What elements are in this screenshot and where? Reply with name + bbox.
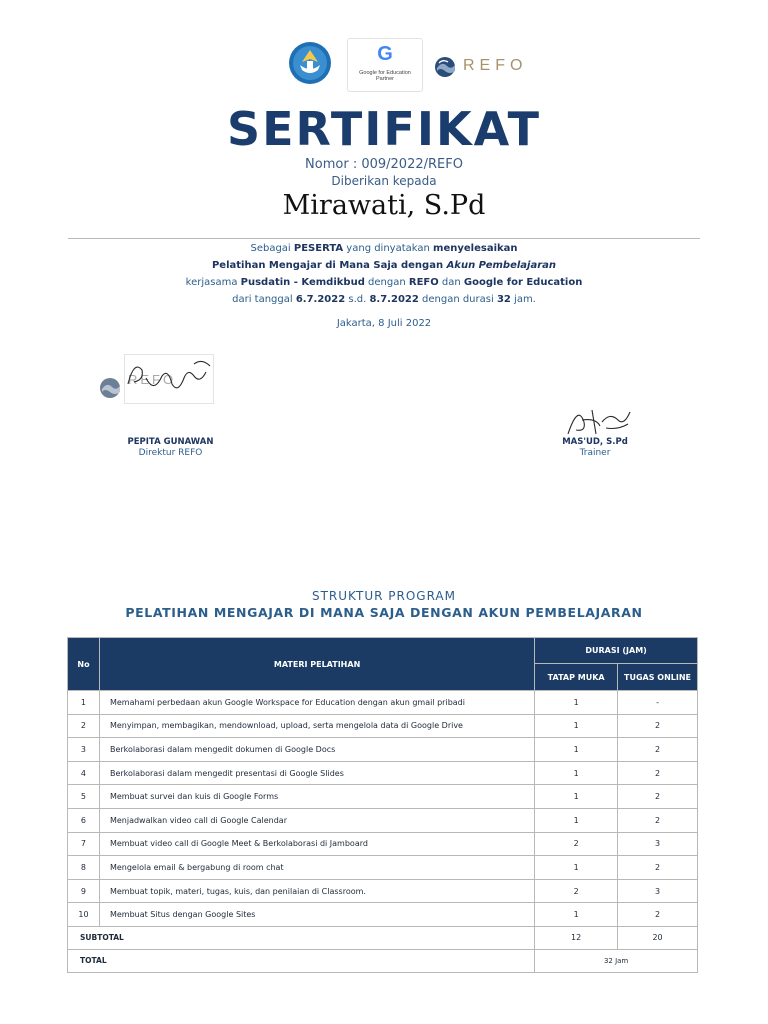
- statement-line-2: Pelatihan Mengajar di Mana Saja dengan Akun Pembelajaran: [211, 260, 557, 271]
- signatory-2-name: MAS'UD, S.Pd: [562, 437, 628, 447]
- row-materi: Membuat survei dan kuis di Google Forms: [99, 785, 534, 809]
- row-tatap-muka: 1: [535, 738, 618, 762]
- row-number: 3: [68, 738, 100, 762]
- statement-line-3: kerjasama Pusdatin - Kemdikbud dengan REFO dan Google for Education: [185, 277, 583, 288]
- row-tugas-online: 2: [618, 808, 698, 832]
- row-tugas-online: -: [618, 691, 698, 715]
- row-tugas-online: 2: [618, 761, 698, 785]
- header-durasi: DURASI (JAM): [535, 638, 698, 664]
- row-materi: Mengelola email & bergabung di room chat: [99, 856, 534, 880]
- kemdikbud-logo: [288, 41, 332, 85]
- table-row: [68, 714, 698, 738]
- signature-pepita: REFO: [98, 352, 218, 407]
- row-tatap-muka: 1: [535, 903, 618, 927]
- signatory-2-role: Trainer: [579, 448, 611, 458]
- logo-bar: G Google for Education Partner REFO: [0, 38, 768, 94]
- row-materi: Membuat video call di Google Meet & Berkolaborasi di Jamboard: [99, 832, 534, 856]
- refo-wave-icon: [433, 54, 459, 78]
- given-to-label: Diberikan kepada: [331, 174, 437, 188]
- recipient-name: Mirawati, S.Pd: [282, 190, 486, 221]
- row-number: 8: [68, 856, 100, 880]
- total-label: TOTAL: [68, 949, 535, 972]
- row-number: 10: [68, 903, 100, 927]
- row-tugas-online: 3: [618, 879, 698, 903]
- header-no: No: [68, 638, 100, 691]
- total-value: 32 Jam: [535, 949, 698, 972]
- statement-line-4: dari tanggal 6.7.2022 s.d. 8.7.2022 dengan durasi 32 jam.: [232, 294, 536, 305]
- row-materi: Memahami perbedaan akun Google Workspace for Education dengan akun gmail pribadi: [99, 691, 534, 715]
- row-number: 2: [68, 714, 100, 738]
- row-tugas-online: 2: [618, 903, 698, 927]
- row-tatap-muka: 1: [535, 808, 618, 832]
- row-materi: Berkolaborasi dalam mengedit presentasi di Google Slides: [99, 761, 534, 785]
- header-tugas-online: TUGAS ONLINE: [618, 664, 698, 691]
- row-tatap-muka: 1: [535, 785, 618, 809]
- subtotal-online: 20: [618, 926, 698, 949]
- row-number: 1: [68, 691, 100, 715]
- signatory-1-role: Direktur REFO: [138, 448, 203, 458]
- row-tugas-online: 2: [618, 714, 698, 738]
- certificate-statement: [0, 240, 768, 308]
- row-materi: Menjadwalkan video call di Google Calendar: [99, 808, 534, 832]
- program-subheading: PELATIHAN MENGAJAR DI MANA SAJA DENGAN AKUN PEMBELAJARAN: [125, 605, 643, 620]
- row-materi: Membuat topik, materi, tugas, kuis, dan penilaian di Classroom.: [99, 879, 534, 903]
- row-materi: Membuat Situs dengan Google Sites: [99, 903, 534, 927]
- table-row: [68, 785, 698, 809]
- row-tugas-online: 2: [618, 738, 698, 762]
- table-row: [68, 879, 698, 903]
- table-row: [68, 691, 698, 715]
- row-number: 4: [68, 761, 100, 785]
- row-number: 7: [68, 832, 100, 856]
- program-table-body: [68, 691, 698, 927]
- row-tatap-muka: 1: [535, 761, 618, 785]
- row-materi: Menyimpan, membagikan, mendownload, upload, serta mengelola data di Google Drive: [99, 714, 534, 738]
- google-for-education-logo: G Google for Education Partner: [347, 38, 423, 92]
- table-row: [68, 761, 698, 785]
- program-table: [67, 637, 698, 973]
- row-tatap-muka: 1: [535, 856, 618, 880]
- signatory-1-name: PEPITA GUNAWAN: [127, 437, 214, 447]
- google-g-icon: G: [377, 43, 393, 65]
- row-tugas-online: 3: [618, 832, 698, 856]
- row-tatap-muka: 1: [535, 691, 618, 715]
- row-tatap-muka: 2: [535, 879, 618, 903]
- certificate-number: Nomor : 009/2022/REFO: [305, 157, 463, 172]
- statement-line-1: Sebagai PESERTA yang dinyatakan menyelesaikan: [250, 243, 518, 254]
- handwritten-signature: [124, 354, 216, 404]
- program-heading: STRUKTUR PROGRAM: [311, 589, 456, 603]
- header-tatap-muka: TATAP MUKA: [535, 664, 618, 691]
- table-row: [68, 856, 698, 880]
- row-tugas-online: 2: [618, 785, 698, 809]
- signature-masud: [562, 400, 634, 440]
- certificate-title: SERTIFIKAT: [227, 102, 541, 156]
- row-number: 5: [68, 785, 100, 809]
- refo-stamp-icon: [98, 374, 124, 400]
- row-tatap-muka: 1: [535, 714, 618, 738]
- divider: [68, 238, 700, 239]
- table-row: [68, 808, 698, 832]
- place-date: Jakarta, 8 Juli 2022: [336, 318, 432, 329]
- row-tatap-muka: 2: [535, 832, 618, 856]
- row-number: 9: [68, 879, 100, 903]
- table-row: [68, 738, 698, 762]
- row-materi: Berkolaborasi dalam mengedit dokumen di Google Docs: [99, 738, 534, 762]
- table-row: [68, 903, 698, 927]
- row-tugas-online: 2: [618, 856, 698, 880]
- subtotal-tatap: 12: [535, 926, 618, 949]
- subtotal-label: SUBTOTAL: [68, 926, 535, 949]
- table-row: [68, 832, 698, 856]
- header-materi: MATERI PELATIHAN: [99, 638, 534, 691]
- handwritten-signature: [562, 400, 634, 440]
- row-number: 6: [68, 808, 100, 832]
